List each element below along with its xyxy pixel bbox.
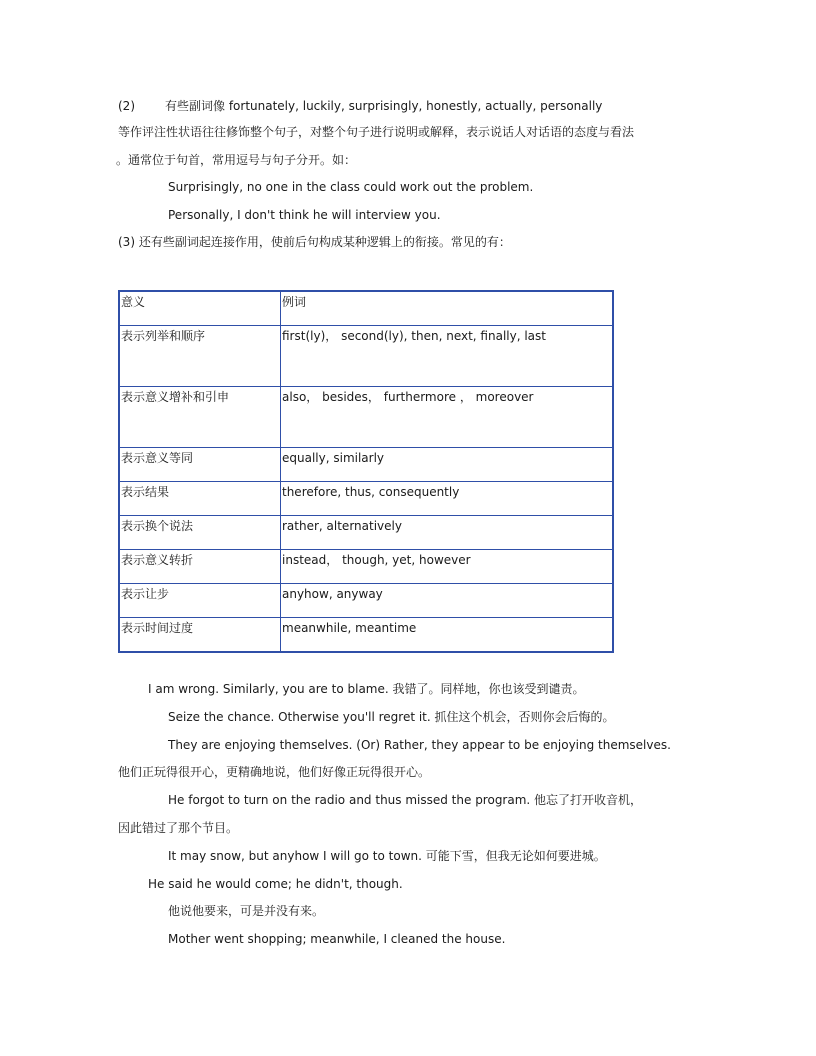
row-examples: also， besides， furthermore ， moreover [281, 387, 614, 448]
row-meaning: 表示让步 [119, 584, 281, 618]
row-examples: anyhow, anyway [281, 584, 614, 618]
table-row [119, 550, 613, 584]
example-rather-translation: 他们正玩得很开心，更精确地说，他们好像正玩得很开心。 [118, 765, 431, 779]
row-meaning: 表示时间过度 [119, 618, 281, 653]
example-thus: He forgot to turn on the radio and thus missed the program. 他忘了打开收音机， [168, 793, 643, 807]
example-though-translation: 他说他要来，可是并没有来。 [168, 904, 325, 918]
section-2-number: (2) [118, 99, 135, 113]
table-header-row [119, 291, 613, 326]
row-meaning: 表示意义增补和引申 [119, 387, 281, 448]
row-meaning: 表示意义转折 [119, 550, 281, 584]
row-examples: equally, similarly [281, 448, 614, 482]
table-row [119, 584, 613, 618]
section-3-line-1: (3) 还有些副词起连接作用，使前后句构成某种逻辑上的衔接。常见的有： [118, 235, 511, 249]
example-rather: They are enjoying themselves. (Or) Rather, they appear to be enjoying themselves. [168, 738, 671, 752]
section-2-example-1: Surprisingly, no one in the class could work out the problem. [168, 180, 534, 194]
table-row [119, 387, 613, 448]
example-anyhow: It may snow, but anyhow I will go to town. 可能下雪，但我无论如何要进城。 [168, 849, 606, 863]
section-2-line-2: 等作评注性状语往往修饰整个句子，对整个句子进行说明或解释，表示说话人对话语的态度与看法 [118, 125, 635, 139]
section-2-line-3: 。通常位于句首，常用逗号与句子分开。如： [116, 153, 357, 167]
example-meanwhile: Mother went shopping; meanwhile, I cleaned the house. [168, 932, 506, 946]
row-meaning: 表示列举和顺序 [119, 326, 281, 387]
table-row [119, 618, 613, 653]
row-meaning: 表示结果 [119, 482, 281, 516]
header-meaning: 意义 [119, 291, 281, 326]
row-meaning: 表示意义等同 [119, 448, 281, 482]
row-examples: instead， though, yet, however [281, 550, 614, 584]
header-examples: 例词 [281, 291, 614, 326]
section-2-text: 有些副词像 fortunately, luckily, surprisingly, honestly, actually, personally [165, 99, 603, 113]
row-examples: rather, alternatively [281, 516, 614, 550]
section-2-line-1 [118, 98, 602, 114]
row-examples: therefore, thus, consequently [281, 482, 614, 516]
example-though: He said he would come; he didn't, though. [148, 877, 403, 891]
example-thus-continued: 因此错过了那个节目。 [118, 821, 239, 835]
example-similarly: I am wrong. Similarly, you are to blame. 我错了。同样地，你也该受到谴责。 [148, 682, 585, 696]
row-examples: meanwhile, meantime [281, 618, 614, 653]
row-examples: first(ly)， second(ly), then, next, finally, last [281, 326, 614, 387]
connective-adverbs-table [118, 290, 614, 653]
section-2-example-2: Personally, I don't think he will interview you. [168, 208, 441, 222]
table-row [119, 482, 613, 516]
row-meaning: 表示换个说法 [119, 516, 281, 550]
table-row [119, 326, 613, 387]
table-row [119, 516, 613, 550]
table-row [119, 448, 613, 482]
example-otherwise: Seize the chance. Otherwise you'll regret it. 抓住这个机会，否则你会后悔的。 [168, 710, 615, 724]
